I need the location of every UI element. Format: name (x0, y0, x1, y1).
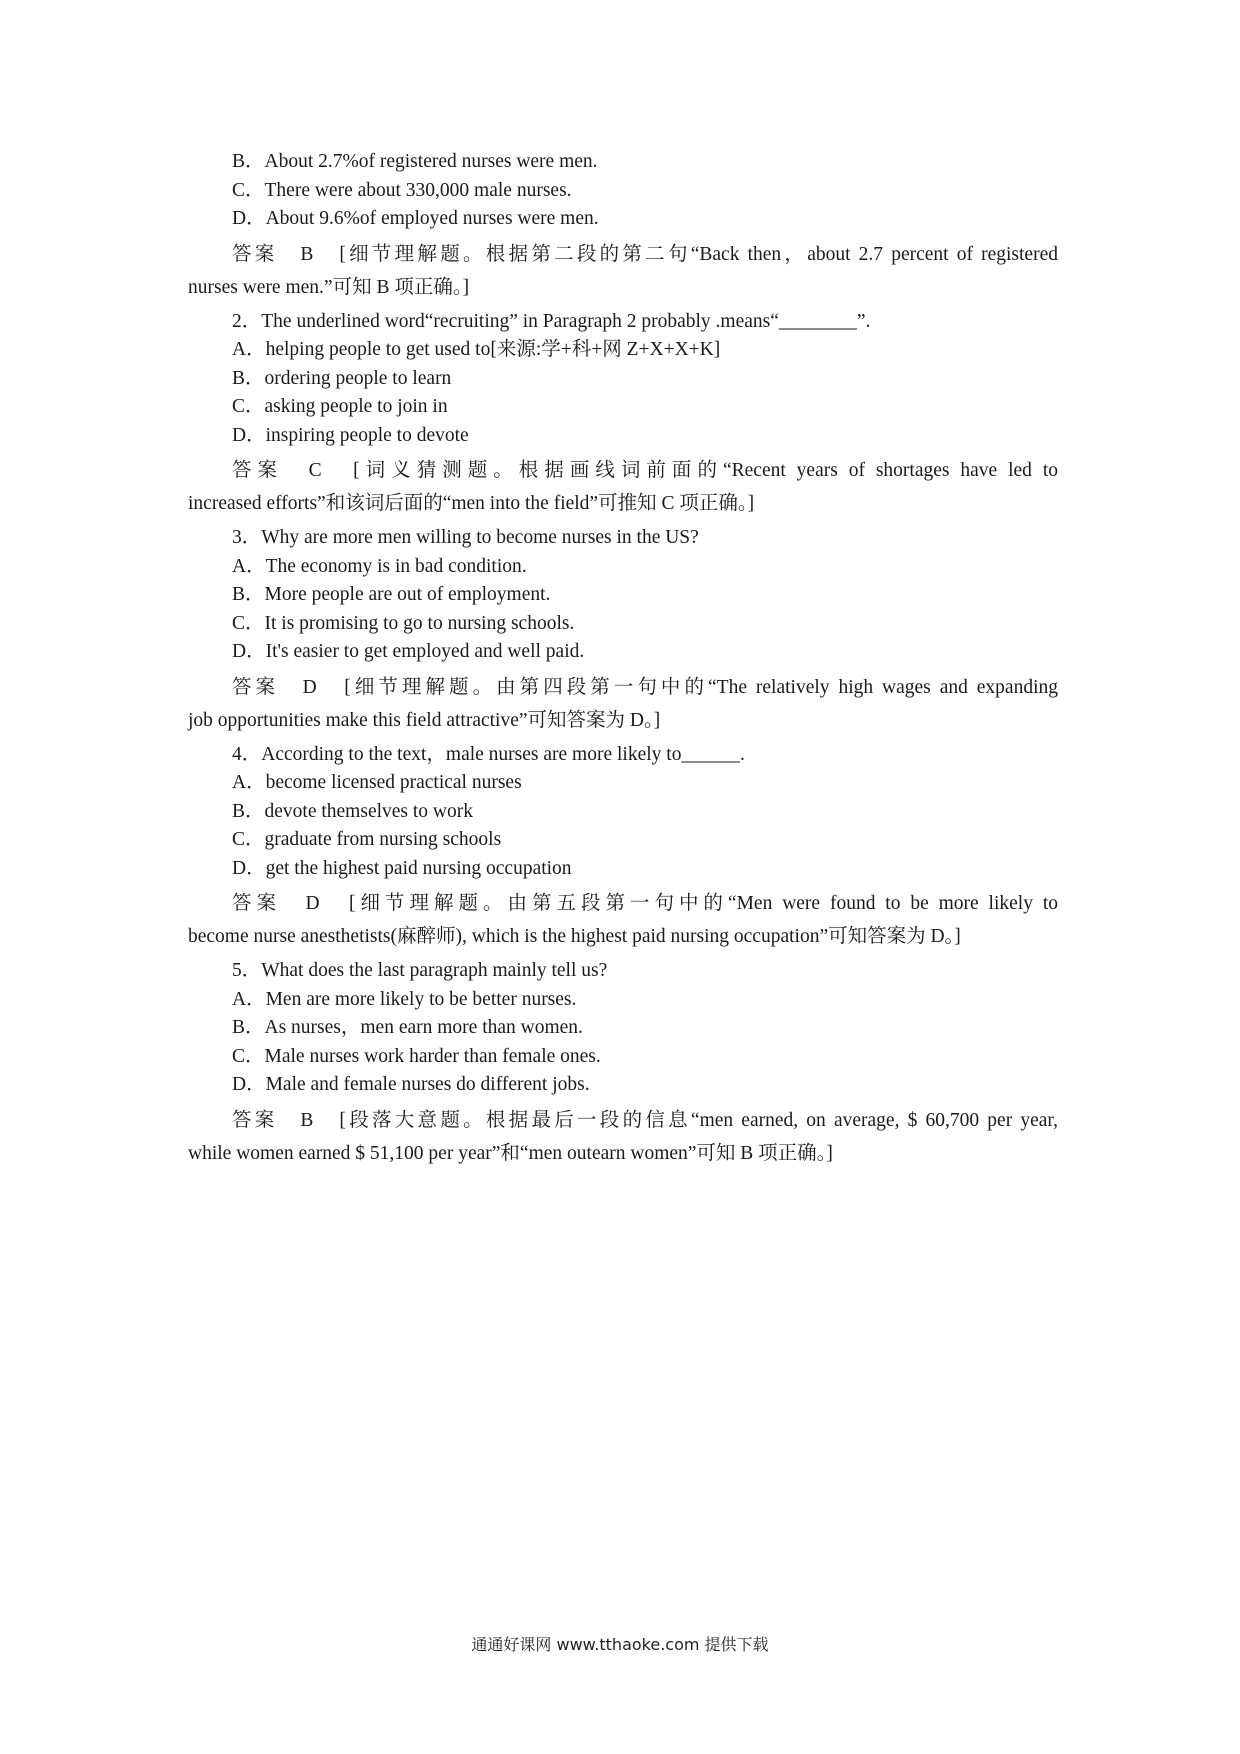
answer-continuation: nurses were men.”可知 B 项正确。] (188, 276, 470, 298)
answer-continuation: while women earned $ 51,100 per year”和“men outearn women”可知 B 项正确。] (188, 1142, 833, 1164)
option-line: B．ordering people to learn (232, 367, 452, 389)
question-stem: 5．What does the last paragraph mainly tell us? (232, 960, 608, 981)
option-line: A．The economy is in bad condition. (232, 555, 527, 577)
answer-line: 答案 B [细节理解题。根据第二段的第二句“Back then，about 2.7 percent of registered (232, 243, 1058, 265)
option-line: B．As nurses，men earn more than women. (232, 1017, 583, 1038)
question-stem: 3．Why are more men willing to become nurses in the US? (232, 527, 699, 548)
answer-line: 答案 B [段落大意题。根据最后一段的信息“men earned, on average, $ 60,700 per year, (232, 1109, 1058, 1131)
option-line: C．There were about 330,000 male nurses. (232, 179, 572, 201)
option-line: D．It's easier to get employed and well paid. (232, 641, 585, 662)
answer-key-content (188, 148, 1058, 1174)
option-line: C．asking people to join in (232, 396, 448, 417)
option-line: C．Male nurses work harder than female ones. (232, 1045, 601, 1067)
option-line: D．About 9.6%of employed nurses were men. (232, 208, 599, 229)
question-stem: 4．According to the text，male nurses are more likely to______. (232, 743, 745, 765)
download-source-footer: 通通好课网 www.tthaoke.com 提供下载 (471, 1635, 769, 1654)
answer-line: 答案 C [词义猜测题。根据画线词前面的“Recent years of shortages have led to (232, 460, 1058, 481)
option-line: D．get the highest paid nursing occupation (232, 857, 572, 879)
answer-line: 答案 D [细节理解题。由第五段第一句中的“Men were found to be more likely to (232, 893, 1058, 914)
answer-continuation: increased efforts”和该词后面的“men into the field”可推知 C 项正确。] (188, 493, 755, 514)
option-line: D．Male and female nurses do different jobs. (232, 1074, 590, 1095)
option-line: A．become licensed practical nurses (232, 772, 522, 793)
answer-line: 答案 D [细节理解题。由第四段第一句中的“The relatively high wages and expanding (232, 676, 1058, 698)
option-line: B．devote themselves to work (232, 800, 473, 822)
option-line: B．More people are out of employment. (232, 584, 551, 605)
option-line: C．It is promising to go to nursing schools. (232, 612, 575, 634)
answer-continuation: job opportunities make this field attractive”可知答案为 D。] (188, 709, 661, 731)
question-stem: 2．The underlined word“recruiting” in Paragraph 2 probably .means“________”. (232, 310, 871, 332)
option-line: B．About 2.7%of registered nurses were men. (232, 151, 598, 172)
option-line: A．helping people to get used to[来源:学+科+网 Z+X+X+K] (232, 339, 721, 360)
option-line: C．graduate from nursing schools (232, 829, 502, 850)
option-line: A．Men are more likely to be better nurses. (232, 988, 577, 1010)
option-line: D．inspiring people to devote (232, 424, 469, 446)
answer-continuation: become nurse anesthetists(麻醉师), which is the highest paid nursing occupation”可知答案为 D。] (188, 926, 961, 947)
